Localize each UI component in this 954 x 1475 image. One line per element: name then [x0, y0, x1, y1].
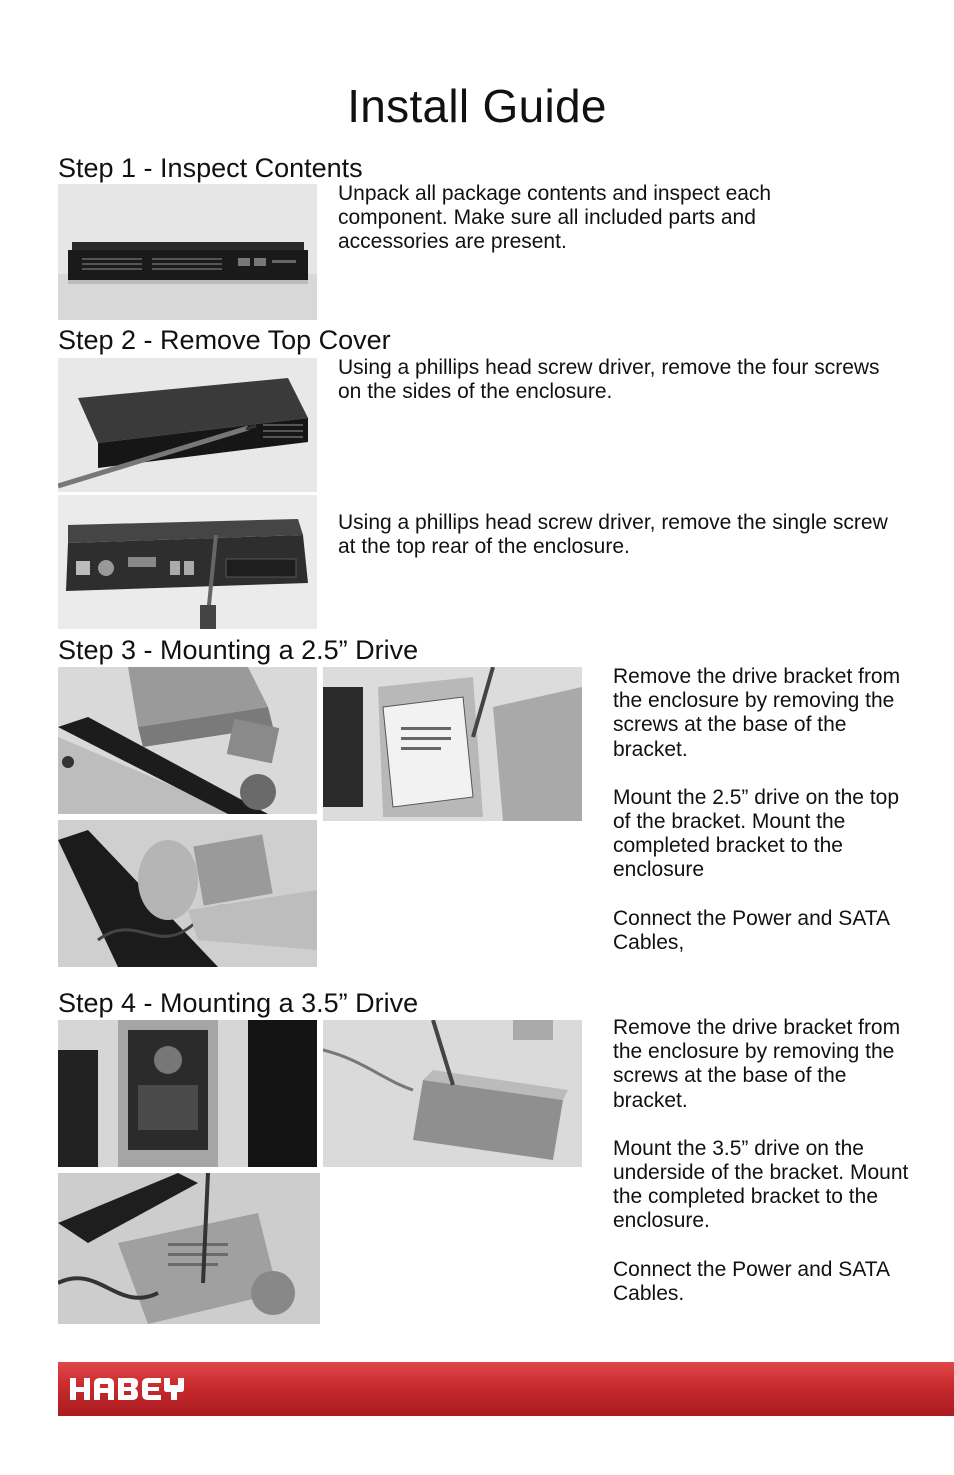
step-2-heading: Step 2 - Remove Top Cover — [58, 325, 391, 355]
step-2-paragraph-1: Using a phillips head screw driver, remove the four screws on the sides of the enclosure. — [338, 356, 880, 404]
habey-logo — [70, 1374, 190, 1404]
step-4-photo-mounted — [58, 1173, 320, 1324]
step-4-text — [613, 1016, 913, 1306]
step-3-paragraph-1: Remove the drive bracket from the enclosure by removing the screws at the base of the bracket. — [613, 665, 901, 761]
step-4-photo-bracket — [323, 1020, 582, 1167]
page-title: Install Guide — [347, 79, 607, 132]
step-3-heading: Step 3 - Mounting a 2.5” Drive — [58, 635, 419, 665]
step-1-photo — [58, 184, 317, 320]
step-4-paragraph-2: Mount the 3.5” drive on the underside of the bracket. Mount the completed bracket to the enclosure. — [613, 1136, 909, 1233]
step-3-photo-drive-on-bracket — [323, 667, 582, 821]
step-1-heading: Step 1 - Inspect Contents — [58, 153, 363, 183]
step-4-heading: Step 4 - Mounting a 3.5” Drive — [58, 988, 419, 1018]
step-2-paragraph-2: Using a phillips head screw driver, remove the single screw at the top rear of the enclosure. — [338, 511, 888, 559]
step-3-text — [613, 665, 913, 955]
footer-bar — [58, 1362, 954, 1416]
step-1-text — [338, 182, 858, 255]
step-2-text-1 — [338, 356, 898, 404]
step-3-photo-bracket — [58, 667, 317, 814]
step-2-photo-side-screws — [58, 358, 317, 492]
step-4-paragraph-1: Remove the drive bracket from the enclosure by removing the screws at the base of the bracket. — [613, 1016, 901, 1112]
step-2-text-2 — [338, 511, 898, 559]
step-4-paragraph-3: Connect the Power and SATA Cables. — [613, 1257, 889, 1305]
step-3-paragraph-3: Connect the Power and SATA Cables, — [613, 906, 889, 954]
step-1-paragraph-1: Unpack all package contents and inspect each component. Make sure all included parts and accessories are present. — [338, 182, 772, 254]
step-2-photo-rear-screw — [58, 495, 317, 629]
step-4-photo-drive — [58, 1020, 317, 1167]
step-3-photo-cables — [58, 820, 317, 967]
step-3-paragraph-2: Mount the 2.5” drive on the top of the bracket. Mount the completed bracket to the enclosure — [613, 785, 900, 882]
